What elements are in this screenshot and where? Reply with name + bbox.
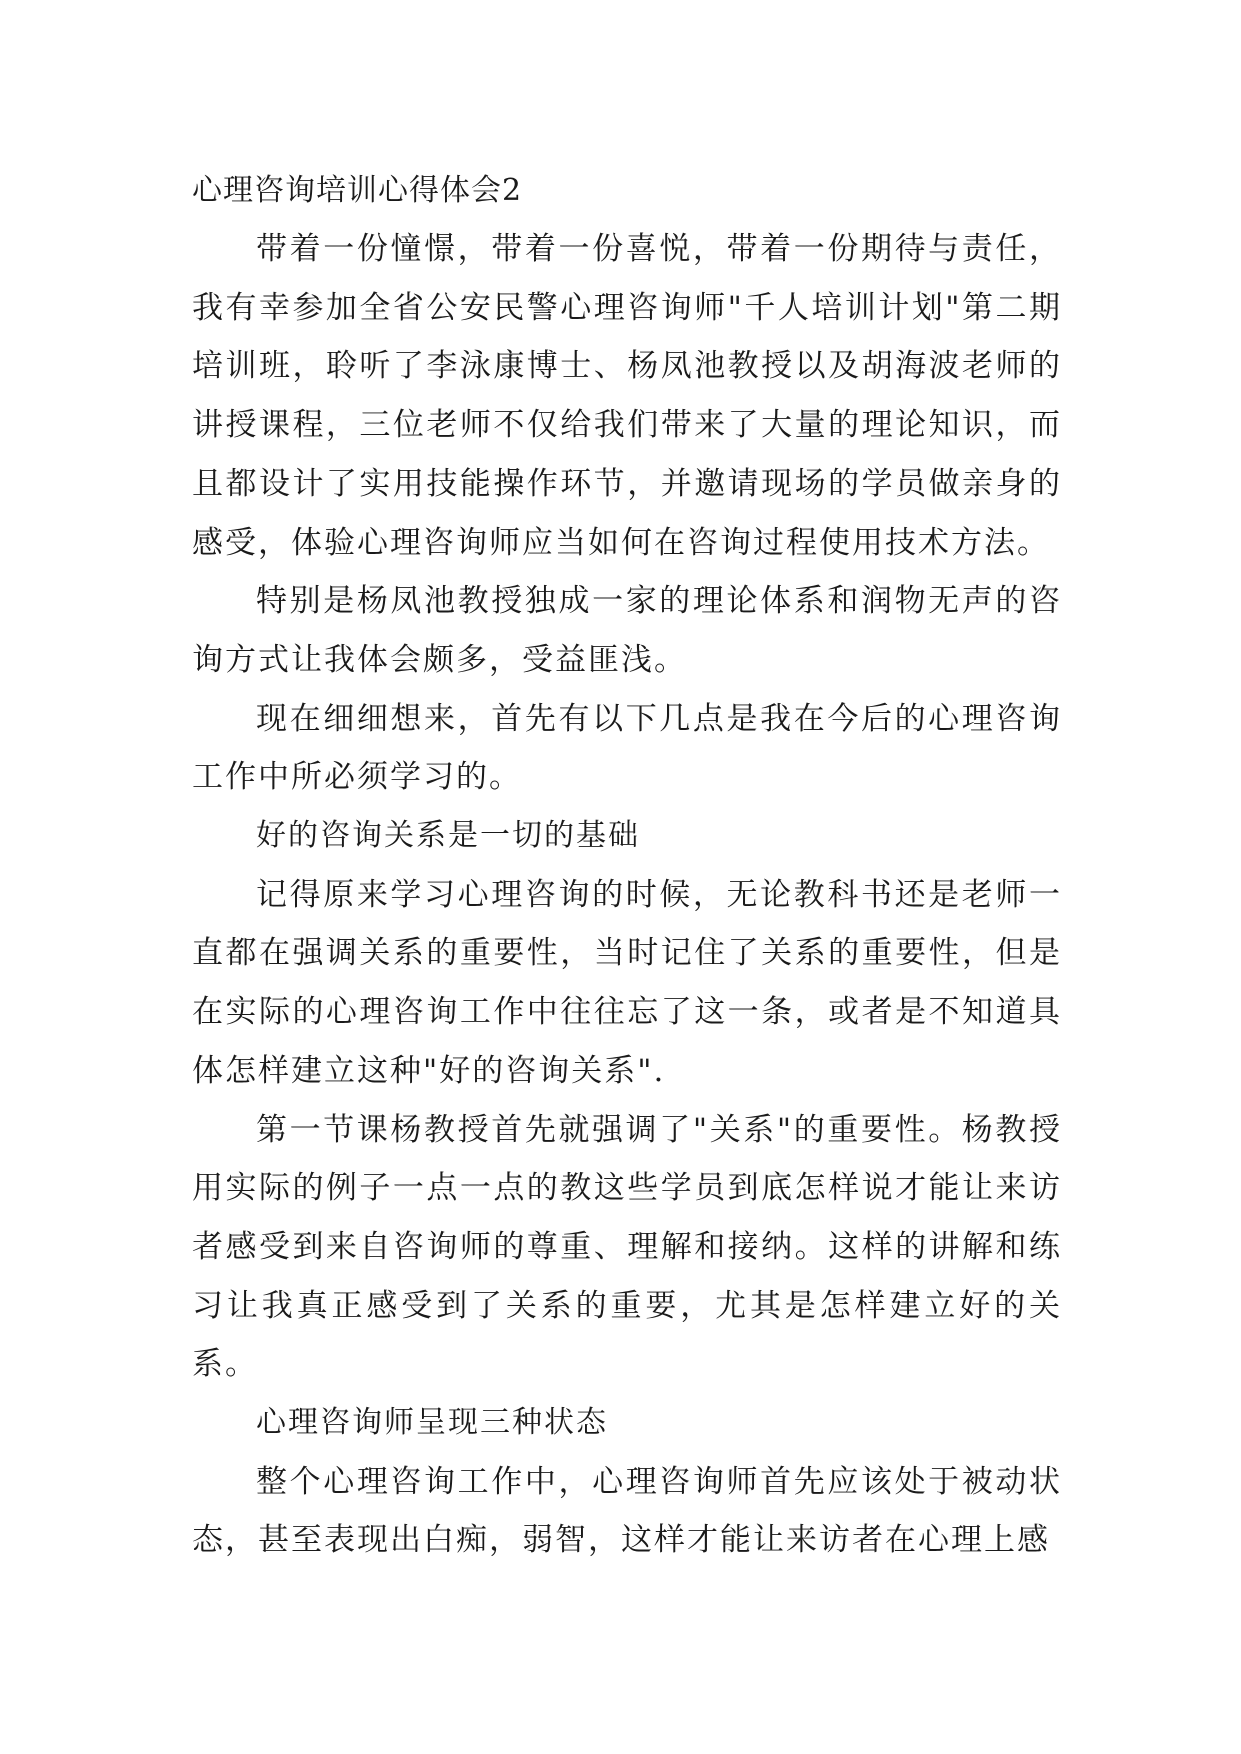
paragraph-relationship-memory: 记得原来学习心理咨询的时候，无论教科书还是老师一直都在强调关系的重要性，当时记住了关系的重要性，但是在实际的心理咨询工作中往往忘了这一条，或者是不知道具体怎样建立这种"好的咨询关系". (192, 876, 1062, 1089)
paragraph-yang-theory: 特别是杨凤池教授独成一家的理论体系和润物无声的咨询方式让我体会颇多，受益匪浅。 (192, 583, 1062, 678)
paragraph-first-lesson: 第一节课杨教授首先就强调了"关系"的重要性。杨教授用实际的例子一点一点的教这些学员到底怎样说才能让来访者感受到来自咨询师的尊重、理解和接纳。这样的讲解和练习让我真正感受到了关系的重要，尤其是怎样建立好的关系。 (192, 1111, 1062, 1383)
section-heading-relationship: 好的咨询关系是一切的基础 (256, 818, 640, 854)
paragraph-passive-state: 整个心理咨询工作中，心理咨询师首先应该处于被动状态，甚至表现出白痴，弱智，这样才能让来访者在心理上感 (192, 1463, 1062, 1559)
document-page (192, 162, 1062, 1570)
section-heading-three-states: 心理咨询师呈现三种状态 (256, 1405, 608, 1441)
document-title: 心理咨询培训心得体会2 (192, 173, 523, 208)
paragraph-intro: 带着一份憧憬，带着一份喜悦，带着一份期待与责任，我有幸参加全省公安民警心理咨询师"千人培训计划"第二期培训班，聆听了李泳康博士、杨凤池教授以及胡海波老师的讲授课程，三位老师不仅给我们带来了大量的理论知识，而且都设计了实用技能操作环节，并邀请现场的学员做亲身的感受，体验心理咨询师应当如何在咨询过程使用技术方法。 (192, 231, 1062, 561)
paragraph-learning-points: 现在细细想来，首先有以下几点是我在今后的心理咨询工作中所必须学习的。 (192, 700, 1062, 796)
